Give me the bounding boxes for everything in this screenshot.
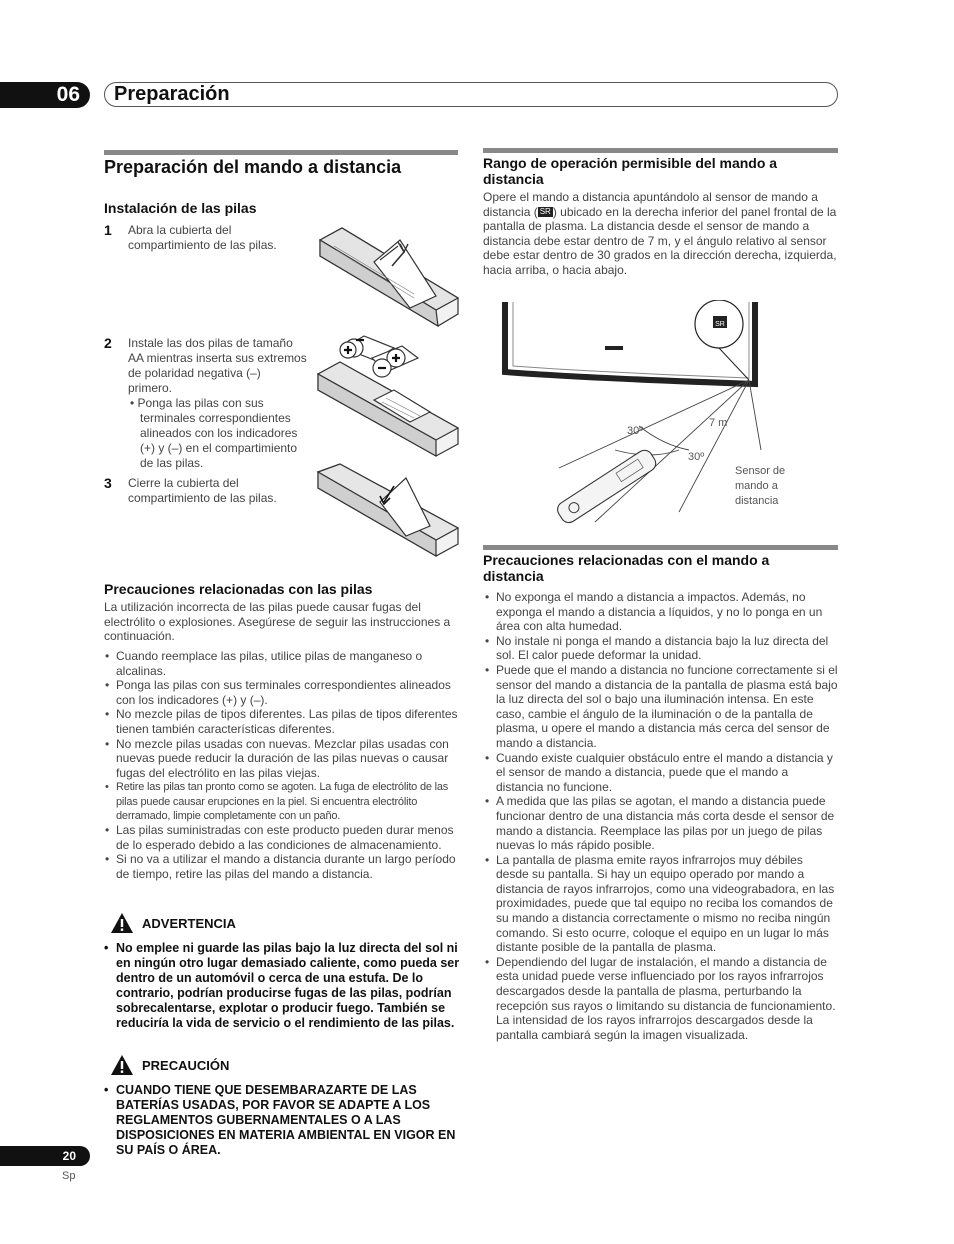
warning-triangle-icon [110, 912, 134, 934]
list-item: • No instale ni ponga el mando a distancia bajo la luz directa del sol. El calor puede deformar la unidad. [484, 634, 838, 663]
caution-text: • CUANDO TIENE QUE DESEMBARAZARTE DE LAS BATERÍAS USADAS, POR FAVOR SE ADAPTE A LOS REGLAMENTOS GUBERNAMENTALES O A LAS DISPOSICIONES EN MATERIA AMBIENTAL EN VIGOR EN SU PAÍS O ÁREA. [104, 1083, 460, 1158]
step-number: 2 [104, 335, 112, 351]
list-item: • No mezcle pilas de tipos diferentes. Las pilas de tipos diferentes tienen también características diferentes. [104, 707, 460, 736]
list-item: • Cuando existe cualquier obstáculo entre el mando a distancia y el sensor de mando a distancia, puede que el mando a distancia no funcione. [484, 751, 838, 795]
battery-precautions-title: Precauciones relacionadas con las pilas [104, 581, 373, 597]
list-item: • Las pilas suministradas con este producto pueden durar menos de lo esperado debido a las condiciones de almacenamiento. [104, 823, 460, 852]
remote-open-cover-illustration [314, 222, 460, 330]
list-item: • La pantalla de plasma emite rayos infrarrojos muy débiles desde su pantalla. Si hay un equipo operado por mando a distancia de rayos infrarrojos, como una videograbadora, en las proximidades, puede que tal equipo no reciba los comandos de su mando a distancia correctamente o mismo no reciba ningún comando. Si esto ocurre, coloque el equipo en un lugar lo más distante posible de la pantalla de plasma. [484, 853, 838, 955]
remote-close-cover-illustration [314, 462, 460, 558]
caution-triangle-icon [110, 1054, 134, 1076]
remote-precautions-title: Precauciones relacionadas con el mando a distancia [483, 552, 770, 584]
step-text: Abra la cubierta del compartimiento de las pilas. [128, 223, 277, 252]
range-text-part: Opere el mando a distancia apuntándolo al sensor de mando a distancia ( [483, 190, 818, 219]
page-number: 20 [0, 1146, 90, 1166]
list-item: • No exponga el mando a distancia a impactos. Además, no exponga el mando a distancia a líquidos, y no lo ponga en un área con alta humedad. [484, 590, 838, 634]
list-item: • Ponga las pilas con sus terminales correspondientes alineados con los indicadores (+) y (–). [104, 678, 460, 707]
chapter-number-tab: 06 [0, 82, 90, 108]
range-title: Rango de operación permisible del mando a distancia [483, 155, 778, 187]
step-number: 1 [104, 222, 112, 238]
sensor-label: Sensor de mando a distancia [735, 465, 786, 507]
warning-title: ADVERTENCIA [142, 915, 236, 931]
step-subbullet: • Ponga las pilas con sus terminales correspondientes alineados con los indicadores (+) y (–) en el compartimiento de las pilas. [130, 396, 298, 470]
caution-heading [110, 1054, 229, 1076]
battery-precautions-intro: La utilización incorrecta de las pilas puede causar fugas del electrólito o explosiones. Asegúrese de seguir las instrucciones a continuación. [104, 600, 451, 644]
angle-left-label: 30º [627, 425, 644, 437]
list-item: • Si no va a utilizar el mando a distancia durante un largo período de tiempo, retire las pilas del mando a distancia. [104, 852, 460, 881]
section-rule [104, 150, 458, 155]
list-item: • Retire las pilas tan pronto como se agoten. La fuga de electrólito de las pilas puede causar erupciones en la piel. Si encuentra electrólito derramado, limpie completamente con un paño. [104, 780, 460, 823]
list-item: • A medida que las pilas se agotan, el mando a distancia puede funcionar dentro de una distancia más corta desde el sensor de mando a distancia. Reemplace las pilas por un juego de pilas nuevas lo más rápido posible. [484, 794, 838, 852]
distance-label: 7 m [709, 417, 728, 429]
chapter-title: Preparación [114, 83, 230, 105]
step-subbullet-text: Ponga las pilas con sus terminales correspondientes alineados con los indicadores (+) y (–) en el compartimiento de las pilas. [137, 396, 298, 470]
caution-list [104, 1083, 460, 1158]
step-number: 3 [104, 475, 112, 491]
warning-heading [110, 912, 236, 934]
battery-precautions-list [104, 649, 460, 881]
section-rule [483, 148, 838, 153]
list-item: • Cuando reemplace las pilas, utilice pilas de manganeso o alcalinas. [104, 649, 460, 678]
list-item: • No mezcle pilas usadas con nuevas. Mezclar pilas usadas con nuevas puede reducir la duración de las pilas nuevas o causar fugas del electrólito en las pilas viejas. [104, 737, 460, 781]
range-text-part: ) ubicado en la derecha inferior del panel frontal de la pantalla de plasma. La distancia desde el sensor de mando a distancia debe estar dentro de 7 m, y el ángulo relativo al sensor debe estar dentro de 30 grados en la dirección derecha, izquierda, hacia arriba, o hacia abajo. [483, 204, 837, 277]
step-text: Instale las dos pilas de tamaño AA mientras inserta sus extremos de polaridad negativa (–) primero. [128, 336, 307, 395]
brand-logo-mark [605, 346, 623, 350]
angle-right-label: 30º [688, 451, 705, 463]
list-item: • Dependiendo del lugar de instalación, el mando a distancia de esta unidad puede verse influenciado por los rayos infrarrojos descargados desde la pantalla de plasma, perturbando la recepción sus rayos o limitando su distancia de funcionamiento. La intensidad de los rayos infrarrojos descargados desde la pantalla cambiará según la imagen visualizada. [484, 955, 838, 1043]
page-language: Sp [62, 1170, 76, 1182]
remote-precautions-list [484, 590, 838, 1042]
remote-sensor-icon: SR [539, 207, 551, 217]
step-text: Cierre la cubierta del compartimiento de las pilas. [128, 476, 277, 505]
section-title: Preparación del mando a distancia [104, 157, 402, 177]
warning-text: • No emplee ni guarde las pilas bajo la luz directa del sol ni en ningún otro lugar demasiado caliente, como pueda ser dentro de un automóvil o cerca de una estufa. De lo contrario, podrían producirse fugas de las pilas, podrían sobrecalentarse, explotar o producir fuego. También se reduciría la vida de servicio o el rendimiento de las pilas. [104, 941, 460, 1031]
list-item: • Puede que el mando a distancia no funcione correctamente si el sensor del mando a distancia de la pantalla de plasma está bajo la luz directa del sol o bajo una iluminación intensa. En este caso, cambie el ángulo de la iluminación o de la pantalla de plasma, u opere el mando a distancia más cerca del sensor de mando a distancia. [484, 663, 838, 751]
range-text [483, 190, 838, 278]
install-title: Instalación de las pilas [104, 200, 257, 216]
warning-list [104, 941, 460, 1031]
section-rule [483, 545, 838, 550]
caution-title: PRECAUCIÓN [142, 1057, 230, 1073]
sensor-symbol-text: SR [715, 321, 725, 328]
remote-insert-batteries-illustration [314, 330, 460, 464]
